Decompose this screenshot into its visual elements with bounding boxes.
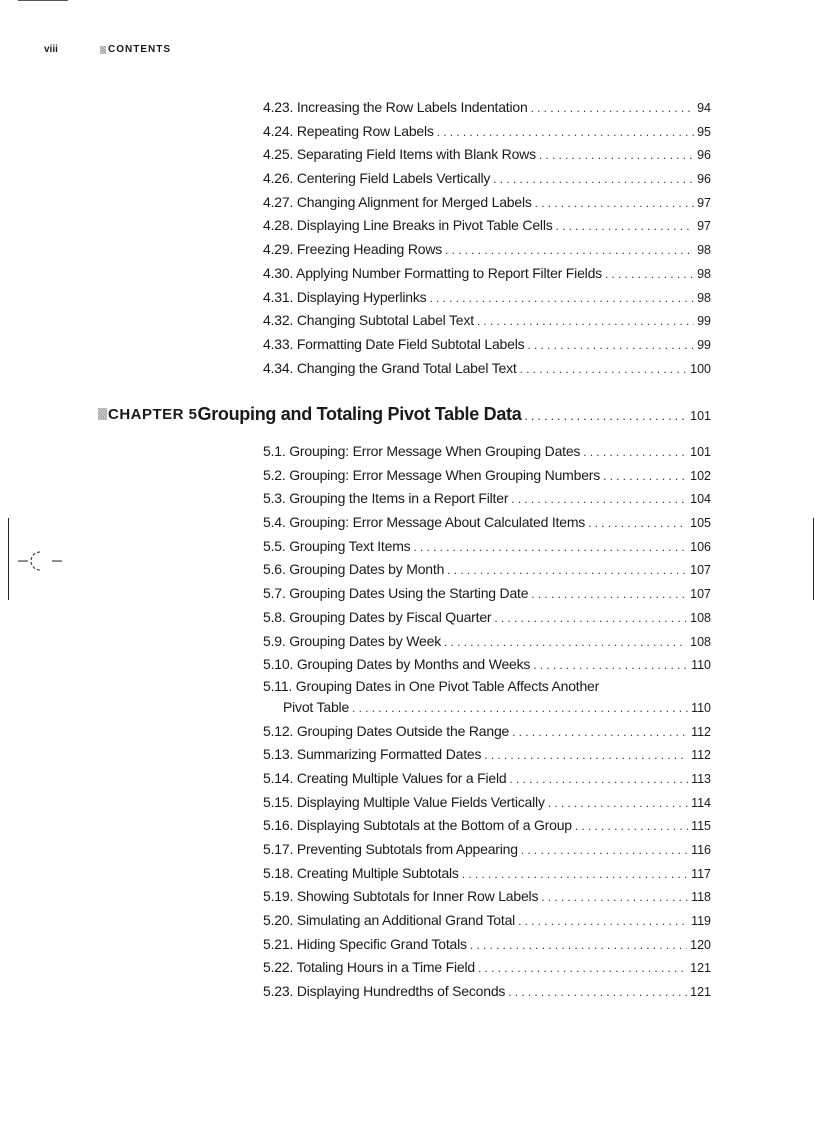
toc-entry-title: 4.23. Increasing the Row Labels Indentation	[263, 99, 528, 115]
toc-entry-title: 5.15. Displaying Multiple Value Fields Vertically	[263, 793, 545, 810]
toc-entry-title: 5.12. Grouping Dates Outside the Range	[263, 722, 510, 739]
toc-entry-title: 5.2. Grouping: Error Message When Grouping Numbers	[263, 466, 601, 483]
toc-entry-title: 4.32. Changing Subtotal Label Text	[263, 312, 474, 329]
shaded-box-icon	[100, 46, 106, 54]
toc-entry-title-line1[interactable]: 5.11. Grouping Dates in One Pivot Table Affects Another	[263, 677, 600, 694]
toc-entry[interactable]	[263, 743, 711, 767]
toc-entry-page: 107	[690, 563, 711, 578]
toc-entry-title: 5.21. Hiding Specific Grand Totals	[263, 935, 467, 952]
toc-entry[interactable]	[263, 885, 711, 909]
dot-leader	[484, 744, 688, 768]
dot-leader	[531, 583, 687, 607]
toc-entry[interactable]	[263, 767, 711, 791]
dot-leader	[541, 886, 688, 910]
toc-entry-page: 108	[690, 634, 711, 649]
toc-entry[interactable]	[263, 791, 711, 815]
toc-entry-title: 4.25. Separating Field Items with Blank Rows	[263, 146, 536, 163]
toc-entry-page: 117	[691, 866, 711, 881]
dot-leader	[548, 792, 688, 816]
dot-leader	[521, 839, 688, 863]
toc-entry-page: 113	[691, 771, 711, 786]
toc-entry-page: 98	[697, 266, 711, 281]
toc-entry-page: 94	[697, 101, 711, 115]
toc-entry-page: 95	[697, 124, 711, 139]
toc-entry-title: 5.5. Grouping Text Items	[263, 537, 411, 554]
dot-leader	[520, 358, 688, 382]
dot-leader	[512, 721, 688, 745]
toc-entry-title: 4.27. Changing Alignment for Merged Labels	[263, 193, 532, 210]
running-head	[44, 44, 171, 55]
toc-section-chapter-4	[263, 96, 711, 380]
dot-leader	[444, 631, 687, 655]
toc-entry-title: 5.4. Grouping: Error Message About Calculated Items	[263, 514, 586, 531]
toc-entry-page: 119	[691, 914, 711, 929]
toc-entry-title: 5.17. Preventing Subtotals from Appearing	[263, 841, 518, 857]
toc-entry[interactable]	[263, 696, 711, 720]
toc-entry-title: 5.1. Grouping: Error Message When Grouping Dates	[263, 443, 581, 459]
toc-entry[interactable]	[263, 440, 711, 464]
toc-entry[interactable]	[263, 606, 711, 630]
toc-entry-page: 118	[691, 890, 711, 905]
dot-leader	[429, 287, 694, 311]
toc-entry-page: 110	[691, 658, 711, 673]
toc-entry-title: 4.30. Applying Number Formatting to Report Filter Fields	[263, 264, 602, 281]
toc-entry-page: 99	[697, 314, 711, 329]
toc-entry-title: 5.7. Grouping Dates Using the Starting Date	[263, 585, 529, 602]
toc-entry[interactable]	[263, 558, 711, 582]
dot-leader	[535, 192, 694, 216]
toc-entry-title: 5.20. Simulating an Additional Grand Total	[263, 912, 516, 929]
toc-entry-title: 4.26. Centering Field Labels Vertically	[263, 170, 491, 187]
toc-entry[interactable]	[263, 862, 711, 886]
toc-entry[interactable]	[263, 630, 711, 654]
toc-entry-page: 121	[690, 985, 711, 1000]
toc-entry[interactable]	[263, 191, 711, 215]
toc-entry-title: 5.22. Totaling Hours in a Time Field	[263, 959, 475, 976]
dot-leader	[413, 536, 687, 560]
dot-leader	[462, 863, 688, 887]
toc-entry-page: 115	[691, 819, 711, 834]
toc-entry-page: 107	[690, 587, 711, 602]
toc-entry[interactable]	[263, 333, 711, 357]
toc-entry[interactable]	[263, 511, 711, 535]
toc-entry[interactable]	[263, 956, 711, 980]
dot-leader	[527, 334, 694, 358]
top-rule	[18, 0, 68, 1]
toc-entry-title: 5.10. Grouping Dates by Months and Weeks	[263, 656, 531, 673]
toc-entry-title: 5.18. Creating Multiple Subtotals	[263, 864, 459, 881]
chapter-heading[interactable]	[98, 404, 711, 425]
toc-entry-title: 5.6. Grouping Dates by Month	[263, 561, 445, 578]
dot-leader	[447, 559, 687, 583]
dot-leader	[583, 441, 687, 465]
toc-entry-page: 98	[697, 243, 711, 258]
toc-entry-page: 110	[691, 700, 711, 715]
chapter-label-wrapper	[98, 406, 198, 423]
toc-entry-page: 112	[691, 724, 711, 739]
shaded-box-icon	[98, 408, 107, 420]
dot-leader	[477, 310, 694, 334]
toc-entry-title: 5.9. Grouping Dates by Week	[263, 632, 441, 649]
toc-entry-page: 98	[697, 290, 711, 305]
toc-entry-page: 99	[697, 337, 711, 352]
chapter-title: Grouping and Totaling Pivot Table Data	[197, 404, 522, 424]
toc-entry-page: 108	[690, 610, 711, 625]
toc-entry-page: 121	[690, 961, 711, 976]
toc-entry-page: 104	[690, 492, 711, 507]
toc-entry-title: 4.24. Repeating Row Labels	[263, 122, 434, 139]
page-number: viii	[44, 44, 58, 55]
toc-entry-page: 114	[691, 795, 711, 810]
toc-entry[interactable]	[263, 980, 711, 1004]
dot-leader	[575, 815, 688, 839]
toc-entry-title: 5.19. Showing Subtotals for Inner Row Labels	[263, 888, 539, 905]
toc-entry-page: 97	[697, 195, 711, 210]
dot-leader	[493, 168, 694, 192]
toc-entry[interactable]	[263, 838, 711, 862]
toc-entry[interactable]	[263, 464, 711, 488]
dot-leader	[511, 488, 687, 512]
toc-entry[interactable]	[263, 814, 711, 838]
toc-entry[interactable]	[263, 214, 711, 238]
dot-leader	[539, 144, 694, 168]
toc-entry[interactable]	[263, 535, 711, 559]
dot-leader	[494, 607, 687, 631]
registration-mark-icon	[18, 548, 62, 574]
dot-leader	[531, 97, 695, 121]
toc-entry-page: 101	[690, 445, 711, 459]
toc-entry[interactable]	[263, 909, 711, 933]
dot-leader	[588, 512, 687, 536]
toc-entry-title: 4.33. Formatting Date Field Subtotal Labels	[263, 335, 525, 352]
dot-leader	[478, 957, 687, 981]
toc-entry[interactable]	[263, 487, 711, 511]
dot-leader	[533, 654, 688, 678]
toc-entry-title: 5.23. Displaying Hundredths of Seconds	[263, 983, 506, 1000]
toc-entry[interactable]	[263, 933, 711, 957]
toc-entry-page: 96	[697, 148, 711, 163]
toc-entry[interactable]	[263, 286, 711, 310]
toc-entry-title: 5.16. Displaying Subtotals at the Bottom of a Group	[263, 817, 572, 834]
toc-entry[interactable]	[263, 262, 711, 286]
dot-leader	[437, 121, 694, 145]
toc-entry-title: 4.28. Displaying Line Breaks in Pivot Table Cells	[263, 217, 553, 234]
toc-entry[interactable]	[263, 238, 711, 262]
toc-entry-title: Pivot Table	[283, 698, 350, 715]
section-title: CONTENTS	[108, 44, 171, 55]
toc-entry[interactable]	[263, 720, 711, 744]
toc-entry[interactable]	[263, 582, 711, 606]
chapter-label: CHAPTER 5	[108, 405, 198, 423]
crop-line-left	[8, 518, 9, 600]
dot-leader	[556, 215, 695, 239]
dot-leader	[603, 465, 687, 489]
toc-entry-page: 100	[690, 361, 711, 376]
toc-entry-title: 4.29. Freezing Heading Rows	[263, 241, 443, 258]
crop-line-right	[813, 518, 814, 600]
dot-leader	[470, 934, 687, 958]
toc-entry-page: 105	[690, 516, 711, 531]
toc-entry-page: 120	[690, 937, 711, 952]
toc-entry-title: 4.34. Changing the Grand Total Label Text	[263, 359, 517, 376]
dot-leader	[508, 981, 687, 1005]
toc-entry[interactable]	[263, 120, 711, 144]
toc-entry-page: 97	[697, 219, 711, 234]
toc-entry[interactable]	[263, 357, 711, 381]
dot-leader	[524, 409, 687, 423]
toc-entry-page: 112	[691, 748, 711, 763]
toc-entry[interactable]	[263, 143, 711, 167]
toc-section-chapter-5	[263, 440, 711, 1004]
toc-entry[interactable]	[263, 309, 711, 333]
dot-leader	[605, 263, 694, 287]
toc-entry[interactable]	[263, 96, 711, 120]
toc-entry[interactable]	[263, 167, 711, 191]
toc-entry-title: 4.31. Displaying Hyperlinks	[263, 288, 427, 305]
dot-leader	[518, 910, 688, 934]
dot-leader	[352, 697, 688, 721]
toc-entry-title: 5.3. Grouping the Items in a Report Filter	[263, 490, 509, 507]
chapter-page: 101	[690, 409, 711, 423]
toc-entry-page: 96	[697, 172, 711, 187]
toc-entry-title: 5.14. Creating Multiple Values for a Field	[263, 769, 507, 786]
dot-leader	[445, 239, 694, 263]
toc-entry-title: 5.8. Grouping Dates by Fiscal Quarter	[263, 608, 492, 625]
toc-entry[interactable]	[263, 653, 711, 677]
dot-leader	[509, 768, 688, 792]
toc-entry-page: 102	[690, 468, 711, 483]
toc-entry-page: 116	[691, 843, 711, 857]
toc-entry-title: 5.13. Summarizing Formatted Dates	[263, 746, 482, 763]
toc-entry-page: 106	[690, 539, 711, 554]
